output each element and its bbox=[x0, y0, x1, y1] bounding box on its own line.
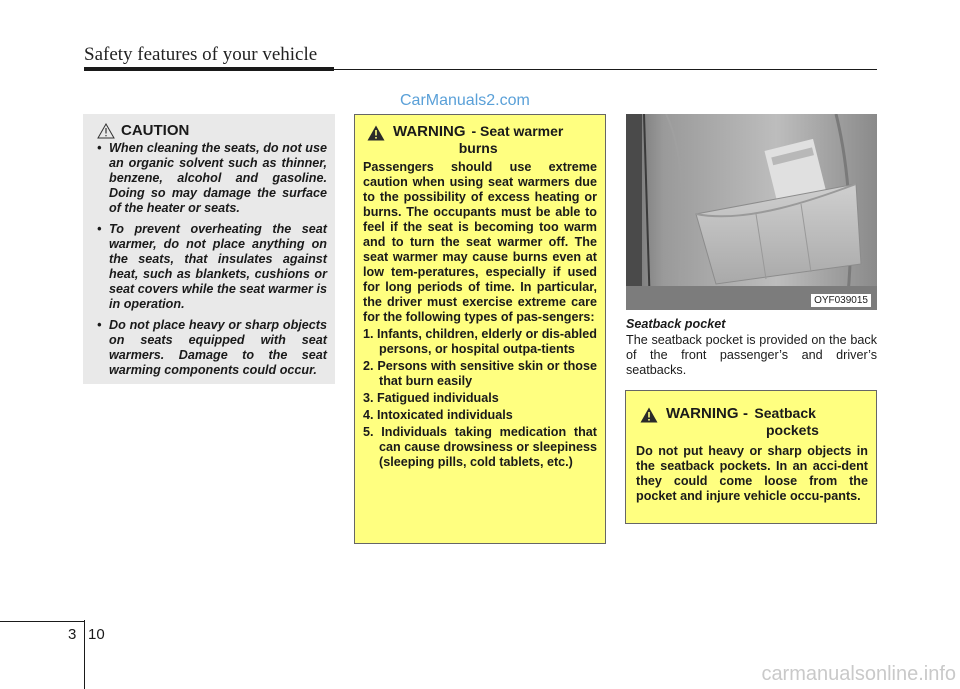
footer-rule bbox=[0, 621, 84, 622]
warning-label: WARNING bbox=[666, 405, 739, 422]
page-number: 10 bbox=[88, 626, 105, 643]
header-rule-thin bbox=[334, 69, 877, 70]
section-body: The seatback pocket is provided on the back of the front passenger’s and driver’s seatbacks. bbox=[626, 333, 877, 377]
warning-body: Passengers should use extreme caution when using seat warmers due to the possibility of excess heating or burns. The occupants must be able to feel if the seat is becoming too warm and to turn the seat warmer off. The seat warmer may cause burns even at low tem-peratures, especially if used for long periods of time. In particular, the driver must exercise extreme care for the following types of pas-sengers: bbox=[363, 160, 597, 324]
warning-subtitle-line2: pockets bbox=[766, 422, 819, 438]
watermark-footer-link[interactable]: carmanualsonline.info bbox=[761, 663, 956, 685]
chapter-number: 3 bbox=[68, 626, 77, 643]
warning-box-seat-warmer bbox=[354, 114, 606, 544]
warning-header bbox=[363, 123, 597, 156]
warning-subtitle: Seatback bbox=[754, 405, 816, 421]
warning-body: Do not put heavy or sharp objects in the seatback pockets. In an acci-dent they could come loose from the pocket and injure vehicle occu-pants. bbox=[636, 444, 868, 503]
caution-header bbox=[97, 122, 327, 139]
caution-item: • When cleaning the seats, do not use an organic solvent such as thinner, benzene, alcohol and gasoline. Doing so may damage the surface of the heater or seats. bbox=[97, 141, 327, 215]
list-item: 1. Infants, children, elderly or dis-abled persons, or hospital outpa-tients bbox=[363, 327, 597, 356]
caution-list bbox=[91, 141, 327, 378]
warning-header bbox=[636, 405, 868, 438]
section-title: Seatback pocket bbox=[626, 317, 726, 331]
photo-code: OYF039015 bbox=[811, 294, 871, 307]
caution-box bbox=[83, 114, 335, 384]
caution-triangle-icon bbox=[97, 123, 115, 139]
list-item: 2. Persons with sensitive skin or those that burn easily bbox=[363, 359, 597, 388]
header-rule bbox=[84, 67, 334, 71]
list-item: 3. Fatigued individuals bbox=[363, 391, 499, 405]
warning-passenger-list bbox=[363, 327, 597, 470]
caution-title: CAUTION bbox=[121, 122, 190, 139]
warning-label: WARNING bbox=[393, 123, 466, 140]
list-item: 5. Individuals taking medication that can cause drowsiness or sleepiness (sleeping pills, cold tablets, etc.) bbox=[363, 425, 597, 469]
list-item: 4. Intoxicated individuals bbox=[363, 408, 513, 422]
seatback-pocket-photo bbox=[626, 114, 877, 310]
warning-box-seatback-pockets bbox=[625, 390, 877, 524]
warning-triangle-icon bbox=[640, 407, 658, 423]
warning-subtitle: - Seat warmer bbox=[471, 123, 564, 139]
warning-dash: - bbox=[742, 405, 748, 422]
caution-item: • Do not place heavy or sharp objects on seats equipped with seat warmers. Damage to the seat warming components could occur. bbox=[97, 318, 327, 377]
caution-item: • To prevent overheating the seat warmer, do not place anything on the seats, that insulates against heat, such as blankets, cushions or seat covers while the seat warmer is in operation. bbox=[97, 222, 327, 311]
page-header-title: Safety features of your vehicle bbox=[84, 44, 318, 65]
footer-divider bbox=[84, 620, 85, 689]
warning-subtitle-line2: burns bbox=[458, 140, 498, 156]
warning-triangle-icon bbox=[367, 125, 385, 141]
watermark-link[interactable]: CarManuals2.com bbox=[400, 92, 530, 109]
seatback-illustration bbox=[626, 114, 877, 310]
